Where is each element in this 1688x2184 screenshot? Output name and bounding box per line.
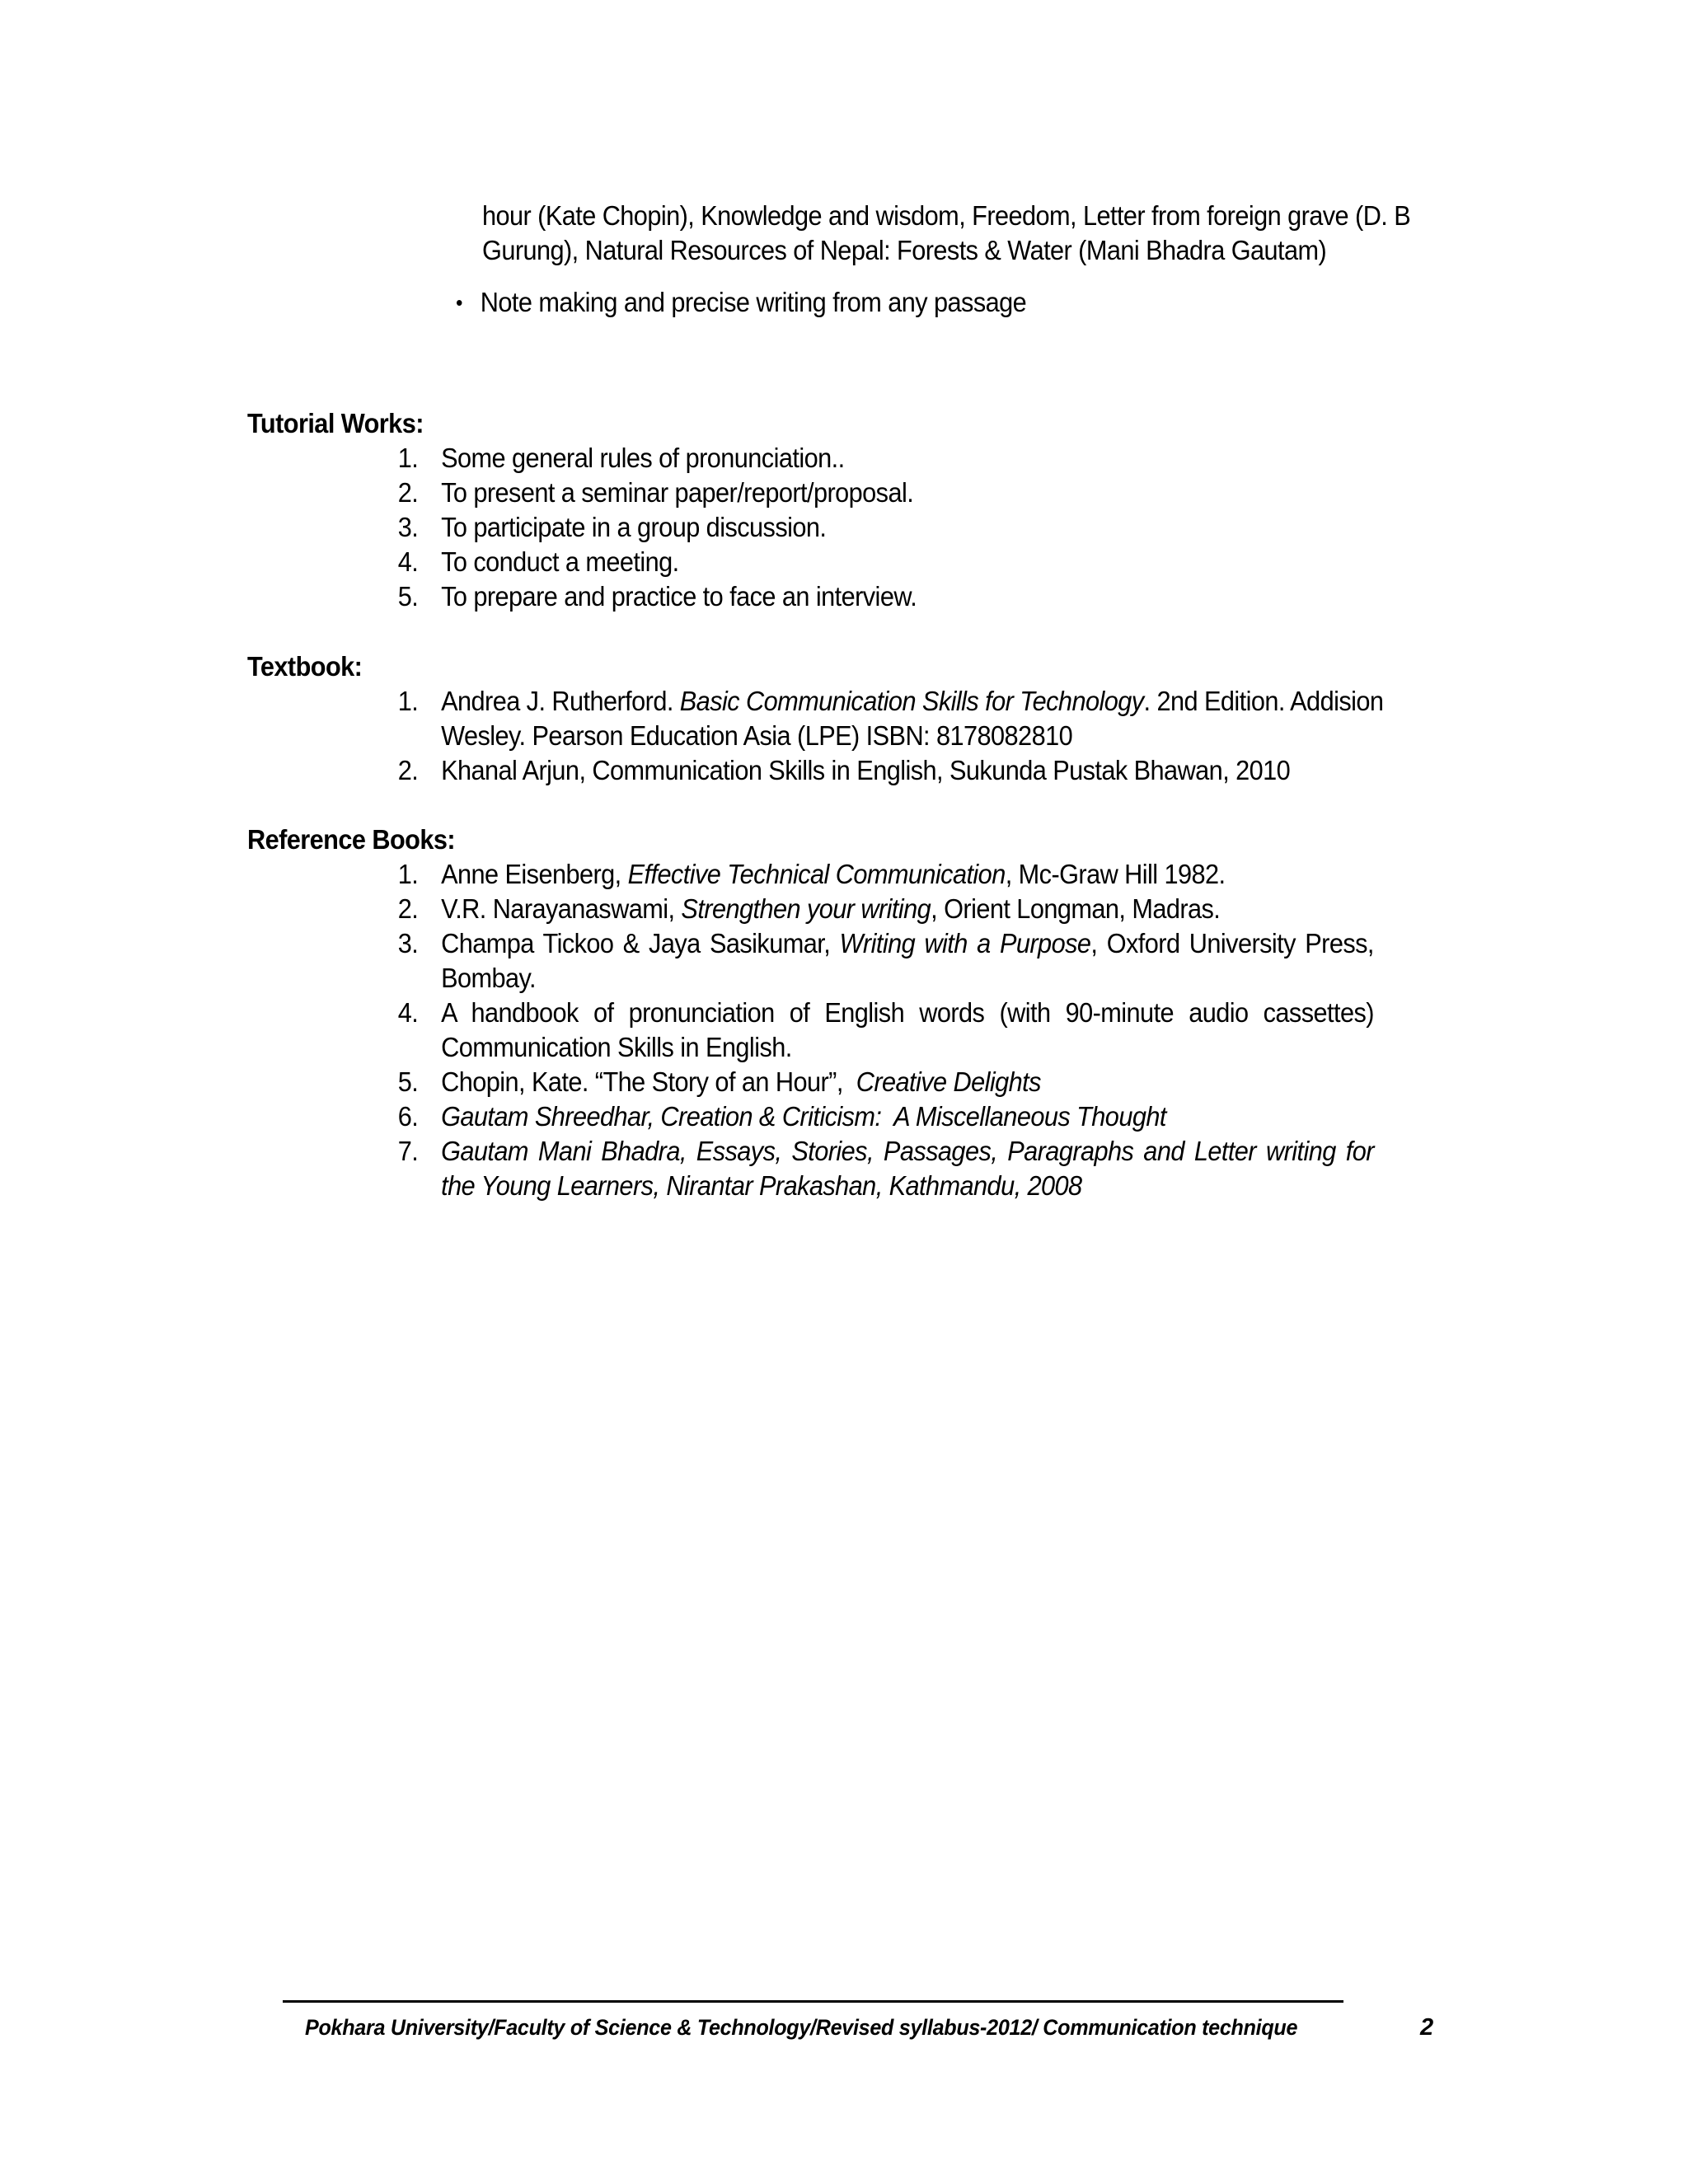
- list-item: [387, 996, 1374, 1065]
- list-item: [387, 1134, 1374, 1203]
- list-text: To prepare and practice to face an interview.: [441, 581, 917, 612]
- tutorial-works-heading: Tutorial Works:: [247, 408, 424, 438]
- continuation-line-1: hour (Kate Chopin), Knowledge and wisdom, Freedom, Letter from foreign grave (D. B: [482, 200, 1411, 231]
- list-number: 1.: [397, 859, 419, 889]
- list-text: [441, 684, 1384, 753]
- list-text: Khanal Arjun, Communication Skills in English, Sukunda Pustak Bhawan, 2010: [441, 755, 1291, 785]
- author: Anne Eisenberg,: [441, 859, 628, 889]
- list-number: 1.: [397, 686, 419, 716]
- list-text: To participate in a group discussion.: [441, 512, 827, 542]
- textbook-heading: Textbook:: [247, 651, 363, 682]
- book-title: Effective Technical Communication: [627, 859, 1006, 889]
- reference-books-heading: Reference Books:: [247, 824, 456, 855]
- tutorial-works-list: [387, 441, 1361, 614]
- bullet-text: Note making and precise writing from any passage: [480, 287, 1027, 317]
- list-item: [387, 510, 1361, 545]
- list-item: [387, 892, 1374, 926]
- list-number: 1.: [397, 443, 419, 473]
- publication-details: , Orient Longman, Madras.: [931, 893, 1221, 924]
- list-text: To present a seminar paper/report/proposal.: [441, 477, 914, 508]
- publication-details: . 2nd Edition. Addision Wesley. Pearson Education Asia (LPE) ISBN: 8178082810: [441, 686, 1384, 751]
- continuation-paragraph: [482, 199, 1421, 268]
- list-number: 2.: [397, 477, 419, 508]
- author: Andrea J. Rutherford.: [441, 686, 680, 716]
- list-item: [387, 684, 1384, 753]
- list-number: 5.: [397, 581, 419, 612]
- author: Chopin, Kate. “The Story of an Hour”,: [441, 1066, 856, 1097]
- list-item: [387, 1065, 1374, 1099]
- list-item: [387, 579, 1361, 614]
- continuation-line-2: Gurung), Natural Resources of Nepal: Forests & Water (Mani Bhadra Gautam): [482, 235, 1327, 265]
- list-item: [387, 857, 1374, 892]
- list-number: 6.: [397, 1101, 419, 1132]
- footer-divider: [283, 2000, 1343, 2003]
- book-title: Writing with a Purpose: [839, 928, 1091, 958]
- list-text: [441, 892, 1374, 926]
- list-item: [387, 441, 1361, 476]
- book-title: Creative Delights: [856, 1066, 1041, 1097]
- list-text: A handbook of pronunciation of English words (with 90-minute audio cassettes) Communication Skills in English.: [441, 997, 1374, 1062]
- book-title: Basic Communication Skills for Technology: [679, 686, 1144, 716]
- list-text: [441, 1065, 1374, 1099]
- list-number: 4.: [397, 997, 419, 1028]
- list-number: 3.: [397, 512, 419, 542]
- list-number: 3.: [397, 928, 419, 958]
- textbook-list: [387, 684, 1384, 788]
- list-item: [387, 545, 1361, 579]
- list-text: Gautam Mani Bhadra, Essays, Stories, Passages, Paragraphs and Letter writing for the Young Learners, Nirantar Prakashan, Kathmandu, 2008: [441, 1136, 1374, 1201]
- list-item: [387, 1099, 1374, 1134]
- reference-books-list: [387, 857, 1374, 1203]
- list-number: 2.: [397, 755, 419, 785]
- page-number: 2: [1420, 2014, 1434, 2041]
- list-number: 5.: [397, 1066, 419, 1097]
- author: V.R. Narayanaswami,: [441, 893, 682, 924]
- publication-details: , Oxford University Press, Bombay.: [441, 928, 1374, 993]
- book-title: Strengthen your writing: [681, 893, 931, 924]
- author: Champa Tickoo & Jaya Sasikumar,: [441, 928, 840, 958]
- list-text: Some general rules of pronunciation..: [441, 443, 845, 473]
- list-text: Gautam Shreedhar, Creation & Criticism: A Miscellaneous Thought: [441, 1101, 1166, 1132]
- list-number: 7.: [397, 1136, 419, 1166]
- list-item: [387, 753, 1384, 788]
- list-number: 2.: [397, 893, 419, 924]
- footer-text: Pokhara University/Faculty of Science & Technology/Revised syllabus-2012/ Communication technique: [305, 2015, 1298, 2040]
- list-number: 4.: [397, 546, 419, 577]
- list-text: [441, 857, 1374, 892]
- publication-details: , Mc-Graw Hill 1982.: [1005, 859, 1226, 889]
- list-text: To conduct a meeting.: [441, 546, 679, 577]
- list-item: [387, 926, 1374, 996]
- list-item: [387, 476, 1361, 510]
- bullet-icon: •: [456, 290, 462, 315]
- list-text: [441, 926, 1374, 996]
